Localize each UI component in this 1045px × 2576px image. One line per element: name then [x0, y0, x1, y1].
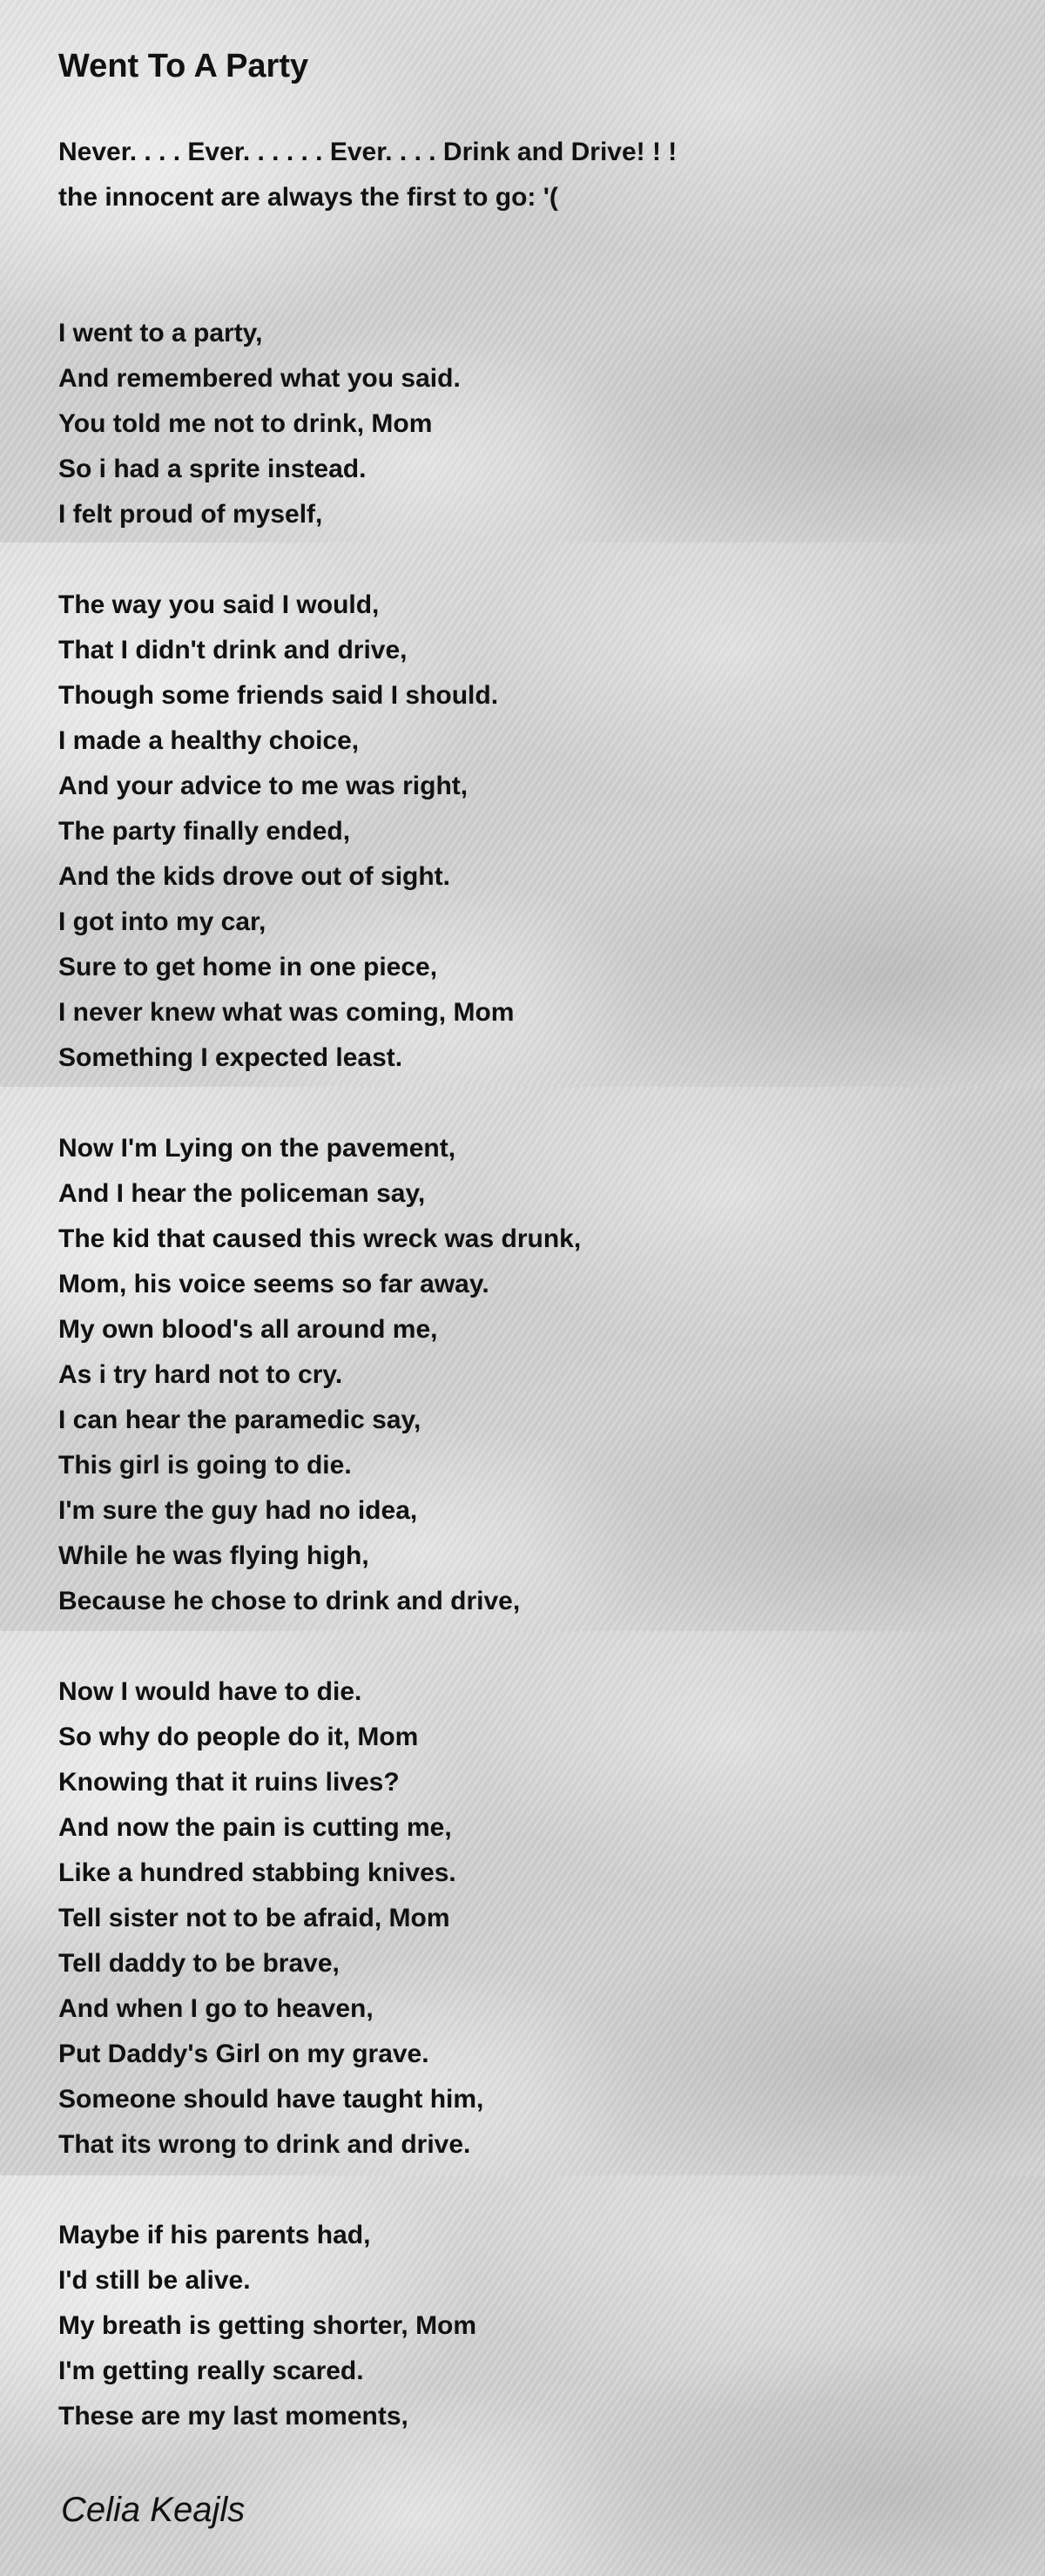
poem-line: I never knew what was coming, Mom	[58, 998, 515, 1027]
poem-line: Knowing that it ruins lives?	[58, 1768, 400, 1797]
poem-line: Tell sister not to be afraid, Mom	[58, 1904, 450, 1932]
poem-line: These are my last moments,	[58, 2402, 408, 2431]
poem-line: Put Daddy's Girl on my grave.	[58, 2040, 429, 2068]
poem-line: I'm sure the guy had no idea,	[58, 1496, 418, 1525]
poem-line: Though some friends said I should.	[58, 681, 499, 710]
poem-line: And when I go to heaven,	[58, 1994, 374, 2023]
poem-line: And the kids drove out of sight.	[58, 862, 450, 891]
poem-line: And I hear the policeman say,	[58, 1179, 426, 1208]
poem-line: So i had a sprite instead.	[58, 455, 367, 483]
poem-line: I'm getting really scared.	[58, 2357, 364, 2385]
poem-line: The way you said I would,	[58, 590, 380, 619]
poem-line: And remembered what you said.	[58, 364, 461, 393]
poem-line: Tell daddy to be brave,	[58, 1949, 340, 1978]
poem-line: And now the pain is cutting me,	[58, 1813, 452, 1842]
poem-line: That its wrong to drink and drive.	[58, 2130, 471, 2159]
intro-line: the innocent are always the first to go: '(	[58, 183, 558, 212]
poem-line: My own blood's all around me,	[58, 1315, 438, 1344]
poem-line: I'd still be alive.	[58, 2266, 251, 2295]
poem-line: As i try hard not to cry.	[58, 1360, 343, 1389]
poem-line: Someone should have taught him,	[58, 2085, 484, 2114]
poem-line: While he was flying high,	[58, 1541, 369, 1570]
poem-title: Went To A Party	[58, 48, 309, 84]
poem-author: Celia Keajls	[61, 2491, 246, 2529]
poem-line: This girl is going to die.	[58, 1451, 352, 1480]
poem-line: My breath is getting shorter, Mom	[58, 2311, 477, 2340]
poem-line: And your advice to me was right,	[58, 772, 469, 800]
poem-line: Now I'm Lying on the pavement,	[58, 1134, 456, 1163]
poem-line: I made a healthy choice,	[58, 726, 360, 755]
poem-line: Maybe if his parents had,	[58, 2221, 371, 2249]
poem-line: Now I would have to die.	[58, 1677, 362, 1706]
poem-line: I can hear the paramedic say,	[58, 1406, 421, 1434]
poem-line: That I didn't drink and drive,	[58, 636, 408, 664]
poem-line: I felt proud of myself,	[58, 500, 323, 529]
poem-line: You told me not to drink, Mom	[58, 409, 433, 438]
poem-line: Because he chose to drink and drive,	[58, 1587, 521, 1615]
poem-line: I went to a party,	[58, 319, 263, 347]
poem-line: The party finally ended,	[58, 817, 351, 846]
poem-line: I got into my car,	[58, 907, 266, 936]
poem-line: Like a hundred stabbing knives.	[58, 1858, 456, 1887]
poem-line: Something I expected least.	[58, 1043, 403, 1072]
poem-line: Mom, his voice seems so far away.	[58, 1270, 489, 1298]
poem-line: So why do people do it, Mom	[58, 1723, 419, 1751]
poem-line: Sure to get home in one piece,	[58, 953, 438, 981]
poem-line: The kid that caused this wreck was drunk,	[58, 1224, 582, 1253]
intro-line: Never. . . . Ever. . . . . . Ever. . . . Drink and Drive! ! !	[58, 138, 678, 166]
